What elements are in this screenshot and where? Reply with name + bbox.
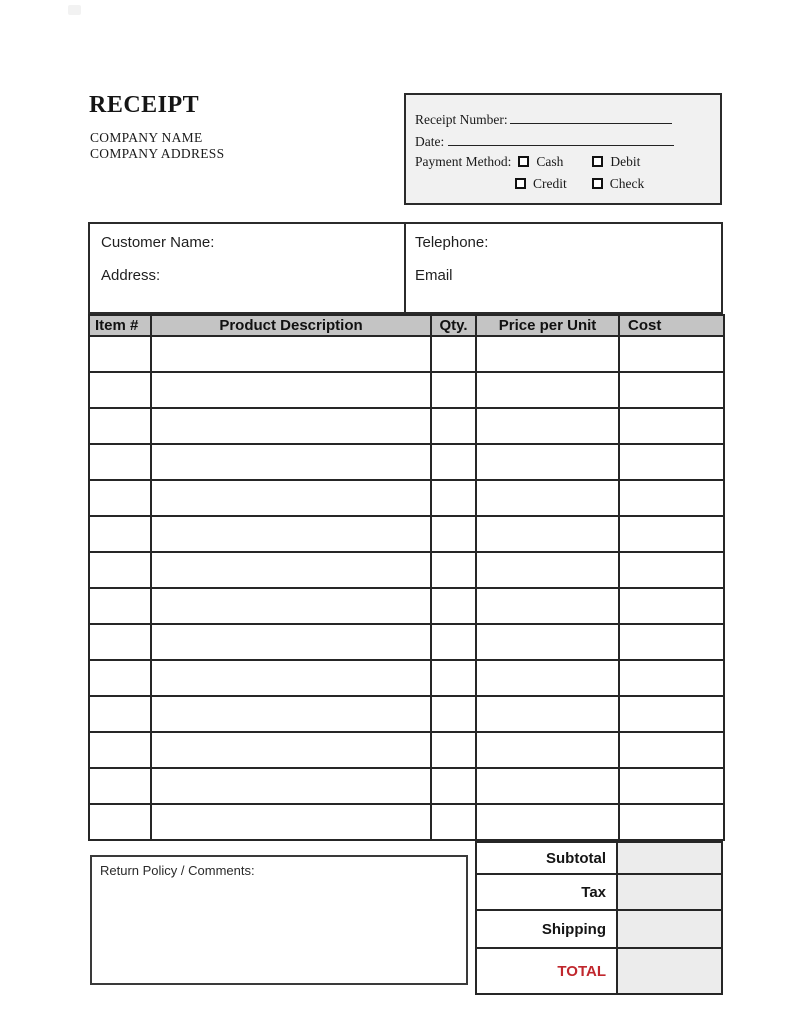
- item-cell[interactable]: [431, 372, 476, 408]
- item-cell[interactable]: [151, 408, 431, 444]
- item-cell[interactable]: [89, 480, 151, 516]
- table-row: [89, 444, 724, 480]
- scan-artifact: [68, 5, 81, 15]
- total-row: [475, 949, 723, 995]
- item-cell[interactable]: [151, 336, 431, 372]
- item-cell[interactable]: [151, 624, 431, 660]
- item-cell[interactable]: [431, 336, 476, 372]
- item-cell[interactable]: [89, 624, 151, 660]
- item-cell[interactable]: [476, 696, 619, 732]
- item-cell[interactable]: [89, 372, 151, 408]
- customer-name-label: Customer Name:: [101, 234, 215, 251]
- item-cell[interactable]: [89, 444, 151, 480]
- item-cell[interactable]: [431, 408, 476, 444]
- items-table: [88, 314, 725, 841]
- item-cell[interactable]: [151, 372, 431, 408]
- debit-checkbox[interactable]: [592, 156, 603, 167]
- item-cell[interactable]: [151, 732, 431, 768]
- item-cell[interactable]: [619, 624, 724, 660]
- header-item-number: Item #: [89, 315, 151, 336]
- item-cell[interactable]: [431, 732, 476, 768]
- item-cell[interactable]: [89, 768, 151, 804]
- item-cell[interactable]: [89, 516, 151, 552]
- email-label: Email: [415, 267, 453, 284]
- cash-label: Cash: [536, 154, 564, 169]
- receipt-number-row: [415, 110, 710, 132]
- payment-method-row-2: [415, 176, 710, 198]
- item-cell[interactable]: [476, 444, 619, 480]
- item-cell[interactable]: [89, 408, 151, 444]
- item-cell[interactable]: [151, 516, 431, 552]
- item-cell[interactable]: [619, 444, 724, 480]
- item-cell[interactable]: [476, 624, 619, 660]
- customer-right-cell[interactable]: [406, 224, 721, 312]
- item-cell[interactable]: [619, 732, 724, 768]
- item-cell[interactable]: [151, 660, 431, 696]
- table-row: [89, 372, 724, 408]
- shipping-label: Shipping: [475, 911, 618, 947]
- item-cell[interactable]: [89, 732, 151, 768]
- item-cell[interactable]: [476, 804, 619, 840]
- item-cell[interactable]: [89, 660, 151, 696]
- tax-value-cell[interactable]: [618, 875, 723, 909]
- item-cell[interactable]: [431, 804, 476, 840]
- item-cell[interactable]: [619, 588, 724, 624]
- item-cell[interactable]: [619, 804, 724, 840]
- company-address: COMPANY ADDRESS: [90, 146, 225, 161]
- table-row: [89, 768, 724, 804]
- item-cell[interactable]: [476, 660, 619, 696]
- item-cell[interactable]: [619, 660, 724, 696]
- item-cell[interactable]: [476, 588, 619, 624]
- item-cell[interactable]: [431, 516, 476, 552]
- header-cost: Cost: [619, 315, 724, 336]
- table-row: [89, 624, 724, 660]
- item-cell[interactable]: [89, 696, 151, 732]
- credit-label: Credit: [533, 176, 567, 191]
- item-cell[interactable]: [431, 624, 476, 660]
- table-row: [89, 336, 724, 372]
- credit-checkbox[interactable]: [515, 178, 526, 189]
- items-table-header-row: [89, 315, 724, 336]
- receipt-number-label: Receipt Number:: [415, 112, 508, 127]
- table-row: [89, 696, 724, 732]
- payment-method-label: Payment Method:: [415, 154, 512, 169]
- item-cell[interactable]: [476, 768, 619, 804]
- item-cell[interactable]: [151, 804, 431, 840]
- total-value-cell[interactable]: [618, 949, 723, 993]
- item-cell[interactable]: [431, 588, 476, 624]
- check-checkbox[interactable]: [592, 178, 603, 189]
- item-cell[interactable]: [431, 444, 476, 480]
- table-row: [89, 480, 724, 516]
- receipt-number-field[interactable]: [510, 110, 672, 124]
- customer-info-box: [88, 222, 723, 314]
- item-cell[interactable]: [89, 804, 151, 840]
- shipping-value-cell[interactable]: [618, 911, 723, 947]
- item-cell[interactable]: [89, 588, 151, 624]
- item-cell[interactable]: [476, 516, 619, 552]
- item-cell[interactable]: [89, 336, 151, 372]
- totals-section: [475, 841, 723, 995]
- item-cell[interactable]: [619, 696, 724, 732]
- date-label: Date:: [415, 134, 445, 149]
- shipping-row: [475, 911, 723, 949]
- debit-label: Debit: [610, 154, 641, 169]
- item-cell[interactable]: [619, 768, 724, 804]
- item-cell[interactable]: [476, 408, 619, 444]
- telephone-label: Telephone:: [415, 234, 489, 251]
- item-cell[interactable]: [431, 768, 476, 804]
- table-row: [89, 516, 724, 552]
- subtotal-label: Subtotal: [475, 843, 618, 873]
- item-cell[interactable]: [151, 696, 431, 732]
- item-cell[interactable]: [476, 372, 619, 408]
- item-cell[interactable]: [619, 408, 724, 444]
- return-policy-comments-box[interactable]: [90, 855, 468, 985]
- subtotal-value-cell[interactable]: [618, 843, 723, 873]
- table-row: [89, 732, 724, 768]
- payment-method-row: [415, 154, 710, 176]
- table-row: [89, 588, 724, 624]
- item-cell[interactable]: [431, 480, 476, 516]
- company-name: COMPANY NAME: [90, 130, 203, 145]
- receipt-info-box: [404, 93, 722, 205]
- tax-row: [475, 875, 723, 911]
- total-label: TOTAL: [475, 949, 618, 993]
- tax-label: Tax: [475, 875, 618, 909]
- items-table-body: [89, 336, 724, 840]
- header-product-description: Product Description: [151, 315, 431, 336]
- item-cell[interactable]: [431, 552, 476, 588]
- item-cell[interactable]: [619, 516, 724, 552]
- table-row: [89, 804, 724, 840]
- item-cell[interactable]: [476, 732, 619, 768]
- item-cell[interactable]: [431, 696, 476, 732]
- item-cell[interactable]: [431, 660, 476, 696]
- item-cell[interactable]: [619, 336, 724, 372]
- item-cell[interactable]: [89, 552, 151, 588]
- customer-left-cell[interactable]: [90, 224, 406, 312]
- item-cell[interactable]: [619, 480, 724, 516]
- item-cell[interactable]: [151, 552, 431, 588]
- header-qty: Qty.: [431, 315, 476, 336]
- item-cell[interactable]: [151, 480, 431, 516]
- page-title: RECEIPT: [89, 92, 200, 118]
- date-field[interactable]: [448, 132, 674, 146]
- date-row: [415, 132, 710, 154]
- item-cell[interactable]: [151, 588, 431, 624]
- table-row: [89, 552, 724, 588]
- table-row: [89, 660, 724, 696]
- header-price-per-unit: Price per Unit: [476, 315, 619, 336]
- item-cell[interactable]: [476, 552, 619, 588]
- table-row: [89, 408, 724, 444]
- item-cell[interactable]: [619, 552, 724, 588]
- cash-checkbox[interactable]: [518, 156, 529, 167]
- item-cell[interactable]: [619, 372, 724, 408]
- return-policy-label: Return Policy / Comments:: [100, 863, 255, 878]
- check-label: Check: [609, 176, 645, 191]
- subtotal-row: [475, 843, 723, 875]
- customer-address-label: Address:: [101, 267, 161, 284]
- item-cell[interactable]: [151, 768, 431, 804]
- item-cell[interactable]: [476, 336, 619, 372]
- item-cell[interactable]: [151, 444, 431, 480]
- item-cell[interactable]: [476, 480, 619, 516]
